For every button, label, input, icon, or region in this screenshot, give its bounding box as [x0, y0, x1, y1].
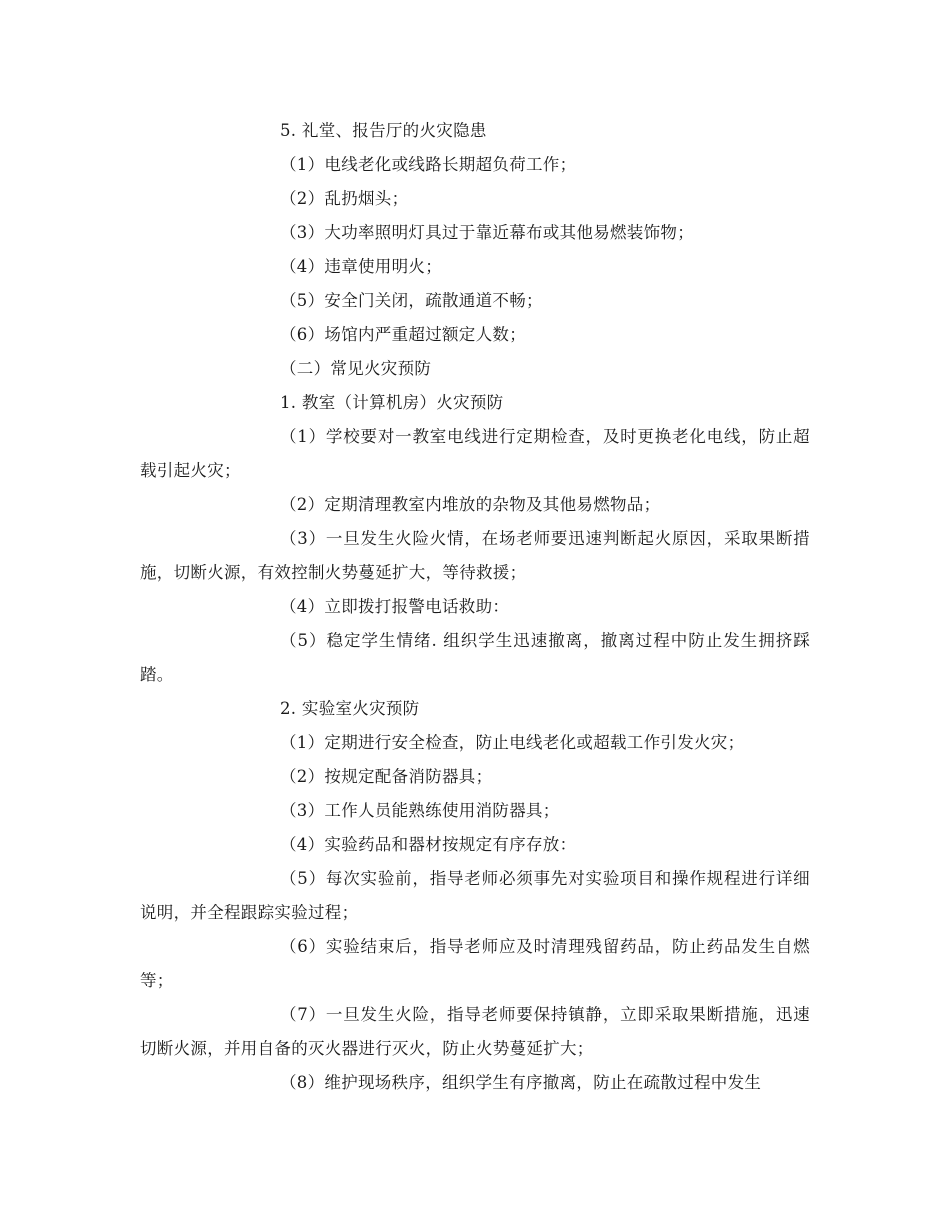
- section-heading: 5. 礼堂、报告厅的火灾隐患: [280, 121, 487, 140]
- list-item: （3）大功率照明灯具过于靠近幕布或其他易燃装饰物；: [280, 223, 694, 242]
- list-item: （1）电线老化或线路长期超负荷工作；: [280, 155, 577, 174]
- list-item: （5）每次实验前，指导老师必须事先对实验项目和操作规程进行详细说明，并全程跟踪实验过程；: [140, 869, 810, 922]
- list-item: （4）实验药品和器材按规定有序存放：: [280, 835, 577, 854]
- list-item: （8）维护现场秩序，组织学生有序撤离，防止在疏散过程中发生: [280, 1073, 762, 1092]
- document-body: [140, 114, 810, 1100]
- list-item: （5）稳定学生情绪. 组织学生迅速撤离，撤离过程中防止发生拥挤踩踏。: [140, 631, 810, 684]
- subsection-heading: 1. 教室（计算机房）火灾预防: [280, 393, 504, 412]
- list-item: （1）学校要对一教室电线进行定期检查，及时更换老化电线，防止超载引起火灾；: [140, 427, 810, 480]
- list-item: （1）定期进行安全检查，防止电线老化或超载工作引发火灾；: [280, 733, 745, 752]
- list-item: （7）一旦发生火险，指导老师要保持镇静，立即采取果断措施，迅速切断火源，并用自备的灭火器进行灭火，防止火势蔓延扩大；: [140, 1005, 810, 1058]
- list-item: （2）按规定配备消防器具；: [280, 767, 493, 786]
- list-item: （4）立即拨打报警电话救助：: [280, 597, 510, 616]
- list-item: （6）实验结束后，指导老师应及时清理残留药品，防止药品发生自燃等；: [140, 937, 810, 990]
- list-item: （3）工作人员能熟练使用消防器具；: [280, 801, 560, 820]
- list-item: （2）乱扔烟头；: [280, 189, 409, 208]
- section-heading: （二）常见火灾预防: [280, 359, 432, 378]
- list-item: （3）一旦发生火险火情，在场老师要迅速判断起火原因，采取果断措施，切断火源，有效控制火势蔓延扩大，等待救援；: [140, 529, 810, 582]
- list-item: （2）定期清理教室内堆放的杂物及其他易燃物品；: [280, 495, 661, 514]
- list-item: （5）安全门关闭，疏散通道不畅；: [280, 291, 543, 310]
- subsection-heading: 2. 实验室火灾预防: [280, 699, 420, 718]
- list-item: （4）违章使用明火；: [280, 257, 442, 276]
- list-item: （6）场馆内严重超过额定人数；: [280, 325, 526, 344]
